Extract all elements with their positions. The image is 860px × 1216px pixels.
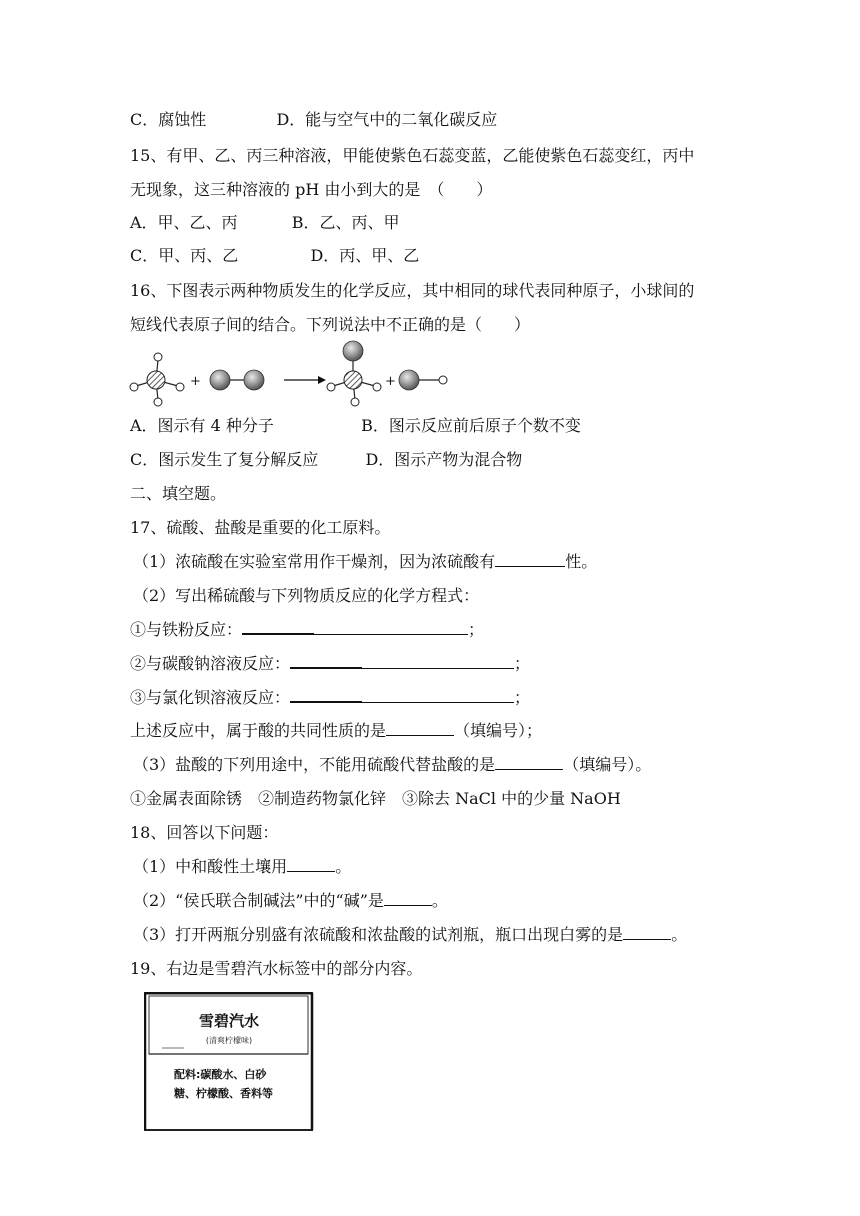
q14-options <box>130 110 497 130</box>
answer-blank[interactable] <box>287 857 335 872</box>
section-heading: 二、填空题。 <box>130 484 227 503</box>
q16-stem-line1: 16、下图表示两种物质发生的化学反应，其中相同的球代表同种原子，小球间的 <box>130 281 695 300</box>
q17-common-property: 上述反应中，属于酸的共同性质的是 （填编号）； <box>130 721 543 740</box>
q16-options-row1 <box>130 416 581 436</box>
product-molecule-1 <box>327 341 381 406</box>
q18-part2: （2）“侯氏联合制碱法”中的“碱”是 。 <box>133 891 448 910</box>
q15-options-row2 <box>130 246 419 266</box>
reaction-arrow <box>284 376 326 384</box>
answer-blank[interactable] <box>623 925 671 940</box>
option-d: D．丙、甲、乙 <box>310 246 420 265</box>
q16-stem-line2: 短线代表原子间的结合。下列说法中不正确的是（ ） <box>130 315 531 334</box>
answer-blank[interactable] <box>290 689 514 703</box>
option-a: A．图示有 4 种分子 <box>130 416 274 435</box>
plus-sign: + <box>190 374 201 389</box>
option-c: C．腐蚀性 <box>130 110 207 129</box>
q17-eq-sodium-carbonate: ②与碳酸钠溶液反应： ； <box>130 654 531 673</box>
q17-stem: 17、硫酸、盐酸是重要的化工原料。 <box>130 518 391 537</box>
answer-blank[interactable] <box>290 655 514 669</box>
q17-part3-options: ①金属表面除锈 ②制造药物氯化锌 ③除去 NaCl 中的少量 NaOH <box>130 789 621 808</box>
reactant-molecule-1 <box>130 353 184 406</box>
q17-part1: （1）浓硫酸在实验室常用作干燥剂，因为浓硫酸有 性。 <box>133 552 598 571</box>
sprite-label-image <box>144 992 314 1132</box>
option-a: A．甲、乙、丙 <box>130 213 238 232</box>
product-molecule-2 <box>399 370 447 390</box>
q18-part1: （1）中和酸性土壤用 。 <box>133 857 352 876</box>
answer-blank[interactable] <box>384 891 432 906</box>
q19-stem: 19、右边是雪碧汽水标签中的部分内容。 <box>130 959 423 978</box>
option-b: B．图示反应前后原子个数不变 <box>361 416 581 435</box>
answer-blank[interactable] <box>495 755 563 770</box>
q16-options-row2 <box>130 450 522 470</box>
reaction-diagram <box>128 338 458 410</box>
label-ingredients-line1: 配料:碳酸水、白砂 <box>174 1068 267 1081</box>
q18-stem: 18、回答以下问题： <box>130 823 279 842</box>
option-b: B．乙、丙、甲 <box>291 213 400 232</box>
q18-part3: （3）打开两瓶分别盛有浓硫酸和浓盐酸的试剂瓶，瓶口出现白雾的是 。 <box>133 925 688 944</box>
q17-part3: （3）盐酸的下列用途中，不能用硫酸代替盐酸的是 （填编号）。 <box>133 755 652 774</box>
q17-eq-iron: ①与铁粉反应： ； <box>130 620 485 639</box>
q15-stem-line1: 15、有甲、乙、丙三种溶液，甲能使紫色石蕊变蓝，乙能使紫色石蕊变红，丙中 <box>130 146 695 165</box>
option-c: C．甲、丙、乙 <box>130 246 239 265</box>
option-d: D．能与空气中的二氧化碳反应 <box>276 110 498 129</box>
label-title: 雪碧汽水 <box>198 1012 260 1030</box>
option-d: D．图示产物为混合物 <box>365 450 523 469</box>
label-ingredients-line2: 糖、柠檬酸、香料等 <box>174 1087 273 1100</box>
q15-stem-line2: 无现象，这三种溶液的 pH 由小到大的是 （ ） <box>130 180 493 199</box>
plus-sign: + <box>385 374 396 389</box>
reactant-molecule-2 <box>210 370 264 390</box>
q17-eq-barium-chloride: ③与氯化钡溶液反应： ； <box>130 688 531 707</box>
answer-blank[interactable] <box>495 552 565 567</box>
q17-part2: （2）写出稀硫酸与下列物质反应的化学方程式： <box>133 586 480 605</box>
q15-options-row1 <box>130 213 400 233</box>
answer-blank[interactable] <box>242 621 468 635</box>
label-subtitle: (清爽柠檬味) <box>205 1036 253 1045</box>
answer-blank[interactable] <box>386 721 454 736</box>
option-c: C．图示发生了复分解反应 <box>130 450 319 469</box>
